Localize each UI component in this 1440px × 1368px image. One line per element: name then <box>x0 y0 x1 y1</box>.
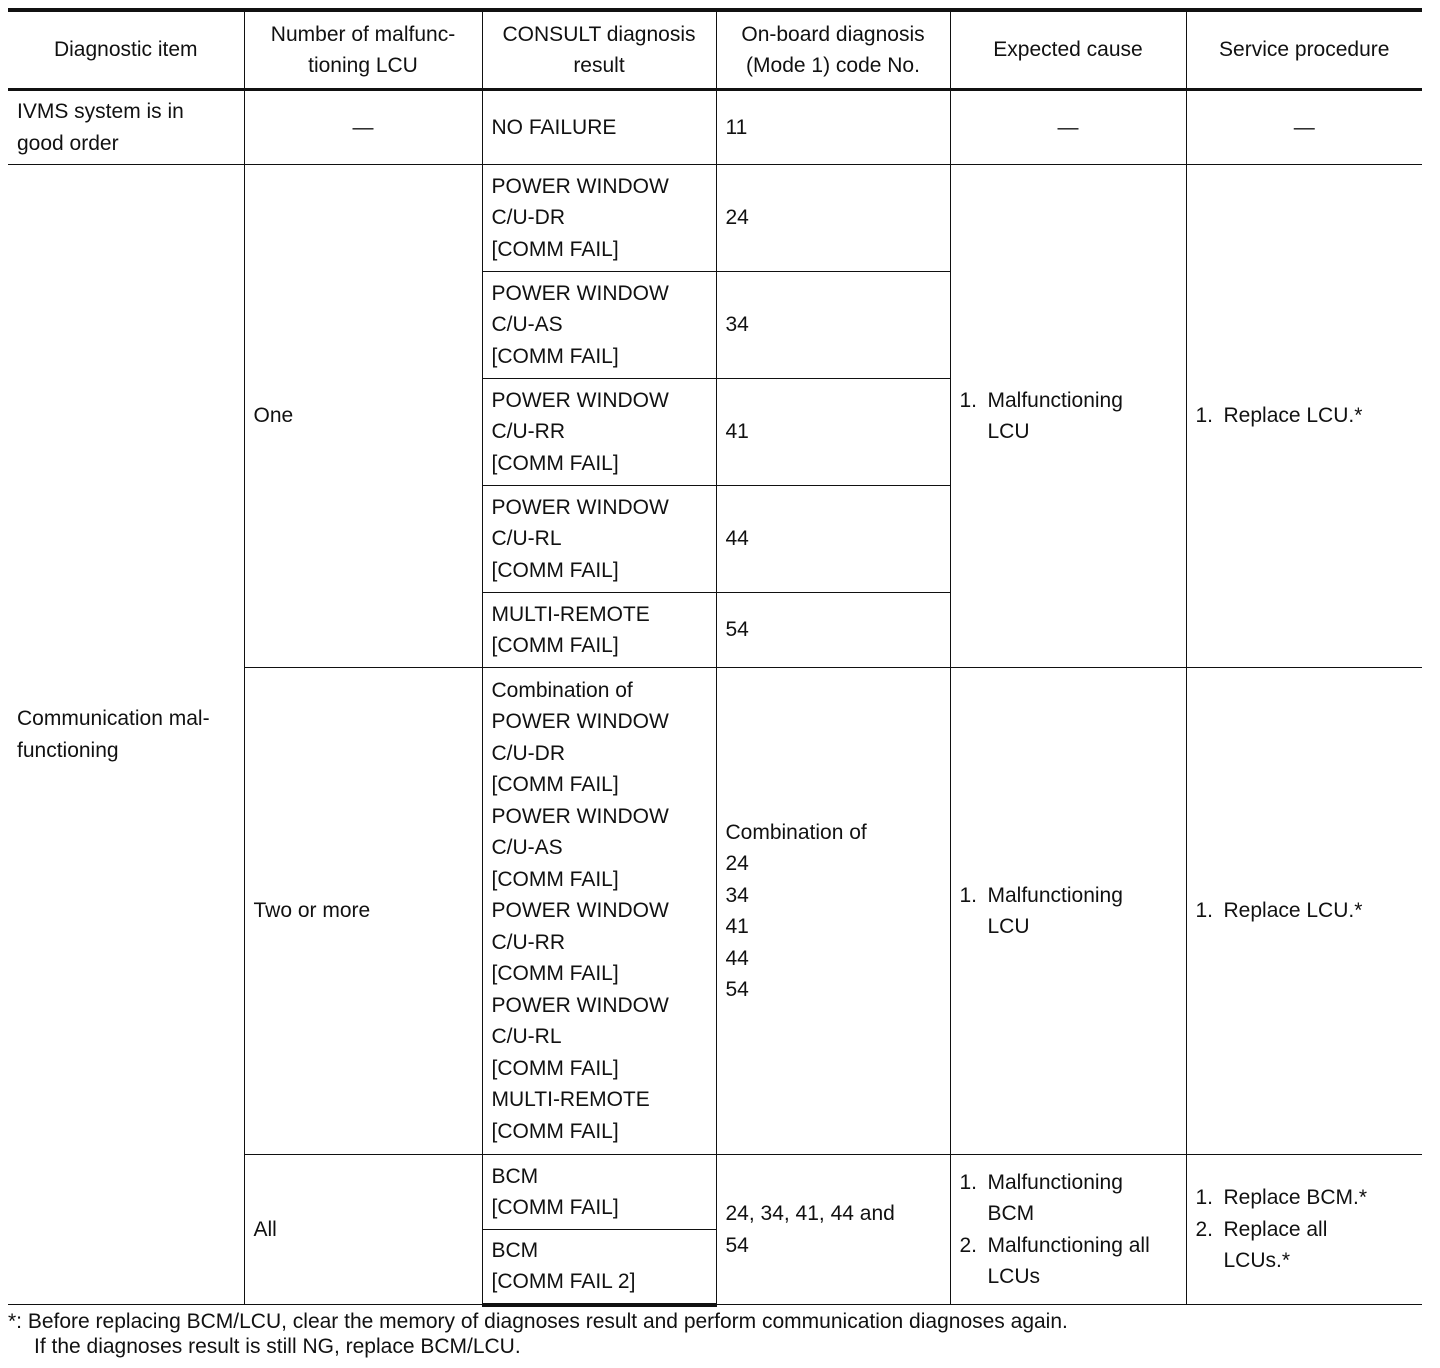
cell-obd-code: 41 <box>716 379 950 486</box>
cell-service-procedure: 1. Replace LCU.* <box>1186 165 1422 668</box>
cell-consult-result: BCM [COMM FAIL 2] <box>482 1230 716 1305</box>
cell-obd-code: 44 <box>716 486 950 593</box>
cell-consult-result: POWER WINDOW C/U-RL [COMM FAIL] <box>482 486 716 593</box>
cell-consult-result: NO FAILURE <box>482 90 716 165</box>
cell-expected-cause: 1. Malfunctioning BCM 2. Malfunctioning all LCUs <box>950 1155 1186 1305</box>
cell-number-two-or-more: Two or more <box>244 668 482 1155</box>
cell-obd-code: 34 <box>716 272 950 379</box>
diagnosis-table <box>8 8 1422 1307</box>
cell-number-all: All <box>244 1155 482 1305</box>
cell-service-procedure: 1. Replace LCU.* <box>1186 668 1422 1155</box>
cell-service-procedure: 1. Replace BCM.* 2. Replace all LCUs.* <box>1186 1155 1422 1305</box>
cell-consult-result: MULTI-REMOTE [COMM FAIL] <box>482 593 716 668</box>
cell-expected-cause: 1. Malfunctioning LCU <box>950 165 1186 668</box>
cell-service-procedure: — <box>1186 90 1422 165</box>
footnote-line-1: *: Before replacing BCM/LCU, clear the memory of diagnoses result and perform communication diagnoses again. <box>8 1310 1068 1333</box>
table-row-good-order <box>8 90 1422 165</box>
header-expected-cause: Expected cause <box>950 10 1186 90</box>
footnote <box>8 1309 1422 1359</box>
cell-comm-malfunction-item: Communication mal- functioning <box>8 165 244 1305</box>
cell-expected-cause: 1. Malfunctioning LCU <box>950 668 1186 1155</box>
table-row <box>8 165 1422 272</box>
cell-obd-code: 11 <box>716 90 950 165</box>
cell-consult-result: POWER WINDOW C/U-RR [COMM FAIL] <box>482 379 716 486</box>
cell-obd-code: 24 <box>716 165 950 272</box>
cell-obd-code: 54 <box>716 593 950 668</box>
footnote-line-2: If the diagnoses result is still NG, replace BCM/LCU. <box>34 1335 521 1358</box>
cell-diagnostic-item: IVMS system is in good order <box>8 90 244 165</box>
header-obd-code: On-board diagnosis (Mode 1) code No. <box>716 10 950 90</box>
header-service-procedure: Service procedure <box>1186 10 1422 90</box>
cell-number-of-lcu: — <box>244 90 482 165</box>
cell-expected-cause: — <box>950 90 1186 165</box>
cell-consult-result: Combination of POWER WINDOW C/U-DR [COMM FAIL] POWER WINDOW C/U-AS [COMM FAIL] POWER WINDOW C/U-RR [COMM FAIL] POWER WINDOW C/U-RL [COMM FAIL] MULTI-REMOTE [COMM FAIL] <box>482 668 716 1155</box>
cell-consult-result: BCM [COMM FAIL] <box>482 1155 716 1230</box>
header-consult-result: CONSULT diagnosis result <box>482 10 716 90</box>
cell-consult-result: POWER WINDOW C/U-DR [COMM FAIL] <box>482 165 716 272</box>
header-row <box>8 10 1422 90</box>
cell-number-one: One <box>244 165 482 668</box>
cell-obd-code: 24, 34, 41, 44 and 54 <box>716 1155 950 1305</box>
header-diagnostic-item: Diagnostic item <box>8 10 244 90</box>
cell-obd-code: Combination of 24 34 41 44 54 <box>716 668 950 1155</box>
cell-consult-result: POWER WINDOW C/U-AS [COMM FAIL] <box>482 272 716 379</box>
header-number-of-lcu: Number of malfunc- tioning LCU <box>244 10 482 90</box>
